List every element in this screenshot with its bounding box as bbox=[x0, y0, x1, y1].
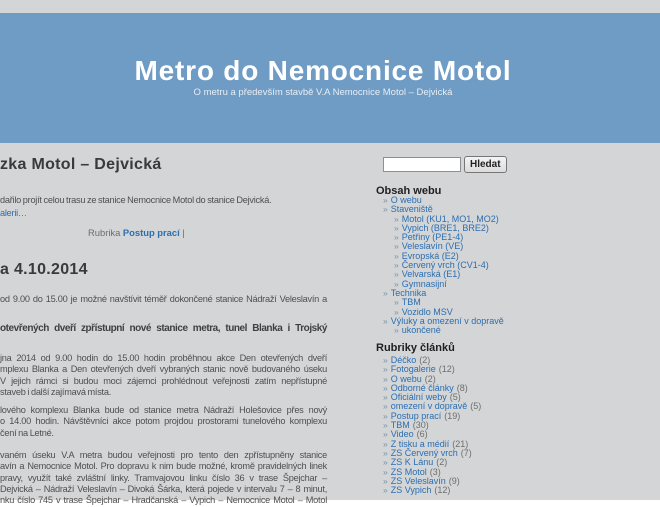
site-header-right-strip bbox=[646, 13, 660, 143]
sidebar-content-list bbox=[376, 196, 660, 335]
site-subtitle: O metru a především stavbě V.A Nemocnice Motol – Dejvická bbox=[193, 87, 453, 98]
rubrika-label: Rubrika bbox=[88, 227, 121, 238]
chevron-right-icon: » bbox=[383, 447, 388, 458]
chevron-right-icon: » bbox=[394, 250, 399, 261]
post2-paragraph-3 bbox=[0, 450, 327, 507]
paragraph-line: avín a Nemocnice Motol. Pro dopravu k nim bude možné, kromě pravidelných linek bbox=[0, 461, 327, 472]
paragraph-line: lového komplexu Blanka bude od stanice metra Nádraží Holešovice přes nový bbox=[0, 405, 327, 415]
post2-paragraph-1 bbox=[0, 353, 327, 398]
sidebar-categories-list bbox=[376, 356, 660, 495]
chevron-right-icon: » bbox=[383, 287, 388, 298]
sidebar-link[interactable]: O webu bbox=[390, 195, 422, 205]
gallery-link[interactable]: alerii bbox=[0, 208, 18, 218]
chevron-right-icon: » bbox=[383, 457, 388, 468]
sidebar-link[interactable]: Vozidlo MSV bbox=[401, 306, 453, 317]
category-count: (8) bbox=[456, 382, 468, 393]
search-form bbox=[383, 156, 507, 173]
chevron-right-icon: » bbox=[394, 269, 399, 280]
category-count: (5) bbox=[470, 401, 482, 412]
chevron-right-icon: » bbox=[383, 438, 388, 449]
sidebar-link[interactable]: Petřiny (PE1-4) bbox=[401, 232, 464, 243]
sidebar-link[interactable]: omezení v dopravě bbox=[390, 401, 468, 412]
chevron-right-icon: » bbox=[394, 278, 399, 289]
category-count: (2) bbox=[436, 457, 448, 468]
sidebar-link[interactable]: Postup prací bbox=[390, 410, 442, 421]
sidebar-link[interactable]: Veleslavín (VE) bbox=[401, 241, 464, 252]
sidebar-link[interactable]: TBM bbox=[401, 297, 421, 308]
paragraph-line: Dejvická – Nádraží Veleslavín – Divoká Šárka, která pojede v intervalu 7 – 8 minut, bbox=[0, 484, 327, 495]
site-title-link[interactable]: Metro do Nemocnice Motol bbox=[134, 55, 512, 86]
category-count: (3) bbox=[429, 466, 441, 477]
paragraph-line: nku číslo 745 v trase Špejchar – Hradčanská – Vypich – Nemocnice Motol – Motol bbox=[0, 495, 327, 506]
category-count: (19) bbox=[444, 410, 461, 421]
sidebar-link[interactable]: ZS Motol bbox=[390, 466, 427, 477]
search-submit-button[interactable]: Hledat bbox=[464, 156, 507, 173]
paragraph-line: V jejich rámci si budou moci zájemci prohlédnout veřejnosti zatím nepřístupné bbox=[0, 375, 327, 386]
sidebar-link[interactable]: TBM bbox=[390, 420, 410, 431]
chevron-right-icon: » bbox=[383, 420, 388, 431]
sidebar-item[interactable] bbox=[376, 486, 660, 495]
sidebar-link[interactable]: Fotogalerie bbox=[390, 364, 436, 375]
chevron-right-icon: » bbox=[394, 325, 399, 336]
chevron-right-icon: » bbox=[394, 222, 399, 233]
sidebar-link[interactable]: Evropská (E2) bbox=[401, 250, 459, 261]
post1-meta-line bbox=[88, 227, 185, 238]
sidebar-link[interactable]: ZS Veleslavín bbox=[390, 475, 446, 486]
paragraph-line: o 14.00 hodin. Návštěvníci akce potom projdou prostorami tunelového komplexu bbox=[0, 416, 327, 427]
sidebar-link[interactable]: Velvarská (E1) bbox=[401, 269, 461, 280]
sidebar-link[interactable]: ZS K Lánu bbox=[390, 457, 434, 468]
chevron-right-icon: » bbox=[394, 232, 399, 243]
post1-excerpt: dařilo projít celou trasu ze stanice Nemocnice Motol do stanice Dejvická. bbox=[0, 195, 272, 205]
chevron-right-icon: » bbox=[394, 297, 399, 308]
chevron-right-icon: » bbox=[394, 306, 399, 317]
chevron-right-icon: » bbox=[383, 475, 388, 486]
chevron-right-icon: » bbox=[383, 429, 388, 440]
post1-gallery-line bbox=[0, 208, 27, 219]
site-header bbox=[0, 13, 646, 143]
paragraph-line: čení na Letné. bbox=[0, 427, 54, 438]
sidebar-link[interactable]: Gymnasijní bbox=[401, 278, 447, 289]
sidebar-link[interactable]: ZS Červený vrch bbox=[390, 447, 458, 458]
sidebar-link[interactable]: Déčko bbox=[390, 355, 417, 365]
paragraph-line: vaném úseku V.A metra budou veřejnosti pro tento den zpřístupněny stanice bbox=[0, 450, 327, 460]
sidebar-link[interactable]: Staveniště bbox=[390, 204, 433, 215]
paragraph-line: jna 2014 od 9.00 hodin do 15.00 hodin proběhnou akce Den otevřených dveří bbox=[0, 353, 327, 363]
category-count: (6) bbox=[416, 429, 428, 440]
category-count: (2) bbox=[419, 355, 431, 365]
chevron-right-icon: » bbox=[394, 213, 399, 224]
category-count: (30) bbox=[412, 420, 429, 431]
chevron-right-icon: » bbox=[383, 315, 388, 326]
paragraph-line: staveb i další zajímavá místa. bbox=[0, 387, 112, 398]
sidebar-link[interactable]: Výluky a omezení v dopravě bbox=[390, 315, 504, 326]
sidebar-link[interactable]: Červený vrch (CV1-4) bbox=[401, 260, 489, 271]
category-count: (9) bbox=[448, 475, 460, 486]
chevron-right-icon: » bbox=[383, 410, 388, 421]
post2-subheading: otevřených dveří zpřístupní nové stanice metra, tunel Blanka i Trojský bbox=[0, 323, 327, 334]
category-count: (7) bbox=[460, 447, 472, 458]
sidebar-heading-obsah-webu: Obsah webu bbox=[376, 185, 442, 197]
gallery-ellipsis: … bbox=[17, 208, 27, 218]
post2-intro-line: od 9.00 do 15.00 je možné navštívit téměř dokončené stanice Nádraží Veleslavín a bbox=[0, 294, 327, 304]
paragraph-line: mplexu Blanka a Den otevřených dveří vybraných stanic nově budovaného úseku bbox=[0, 364, 327, 375]
category-count: (12) bbox=[438, 364, 455, 375]
sidebar-link[interactable]: Oficiální weby bbox=[390, 392, 447, 403]
chevron-right-icon: » bbox=[383, 392, 388, 403]
chevron-right-icon: » bbox=[383, 466, 388, 477]
chevron-right-icon: » bbox=[394, 241, 399, 252]
meta-separator: | bbox=[182, 227, 185, 238]
rubrika-category-link[interactable]: Postup prací bbox=[122, 227, 180, 238]
chevron-right-icon: » bbox=[394, 260, 399, 271]
sidebar-link[interactable]: Vypich (BRE1, BRE2) bbox=[401, 222, 489, 233]
chevron-right-icon: » bbox=[383, 485, 388, 496]
chevron-right-icon: » bbox=[383, 204, 388, 215]
chevron-right-icon: » bbox=[383, 355, 388, 365]
sidebar-link[interactable]: Video bbox=[390, 429, 414, 440]
post-title-2: a 4.10.2014 bbox=[0, 261, 88, 278]
sidebar-link[interactable]: Motol (KU1, MO1, MO2) bbox=[401, 213, 499, 224]
post-title-1: zka Motol – Dejvická bbox=[0, 156, 162, 173]
chevron-right-icon: » bbox=[383, 195, 388, 205]
sidebar-link[interactable]: ZS Vypich bbox=[390, 485, 432, 496]
sidebar-item[interactable] bbox=[376, 326, 660, 335]
category-count: (21) bbox=[452, 438, 469, 449]
chevron-right-icon: » bbox=[383, 364, 388, 375]
chevron-right-icon: » bbox=[383, 382, 388, 393]
sidebar-link[interactable]: Odborné články bbox=[390, 382, 454, 393]
chevron-right-icon: » bbox=[383, 373, 388, 384]
sidebar-link[interactable]: O webu bbox=[390, 373, 422, 384]
sidebar-heading-rubriky-clanku: Rubriky článků bbox=[376, 342, 455, 354]
sidebar-link[interactable]: Z tisku a médií bbox=[390, 438, 450, 449]
post2-paragraph-2 bbox=[0, 405, 327, 439]
category-count: (5) bbox=[449, 392, 461, 403]
category-count: (2) bbox=[424, 373, 436, 384]
category-count: (12) bbox=[434, 485, 451, 496]
search-input[interactable] bbox=[383, 157, 461, 172]
paragraph-line: pravy, využít také zvláštní linky. Tramvajovou linku číslo 36 v trase Špejchar – bbox=[0, 472, 327, 483]
sidebar-link[interactable]: ukončené bbox=[401, 325, 441, 336]
chevron-right-icon: » bbox=[383, 401, 388, 412]
sidebar-link[interactable]: Technika bbox=[390, 287, 427, 298]
